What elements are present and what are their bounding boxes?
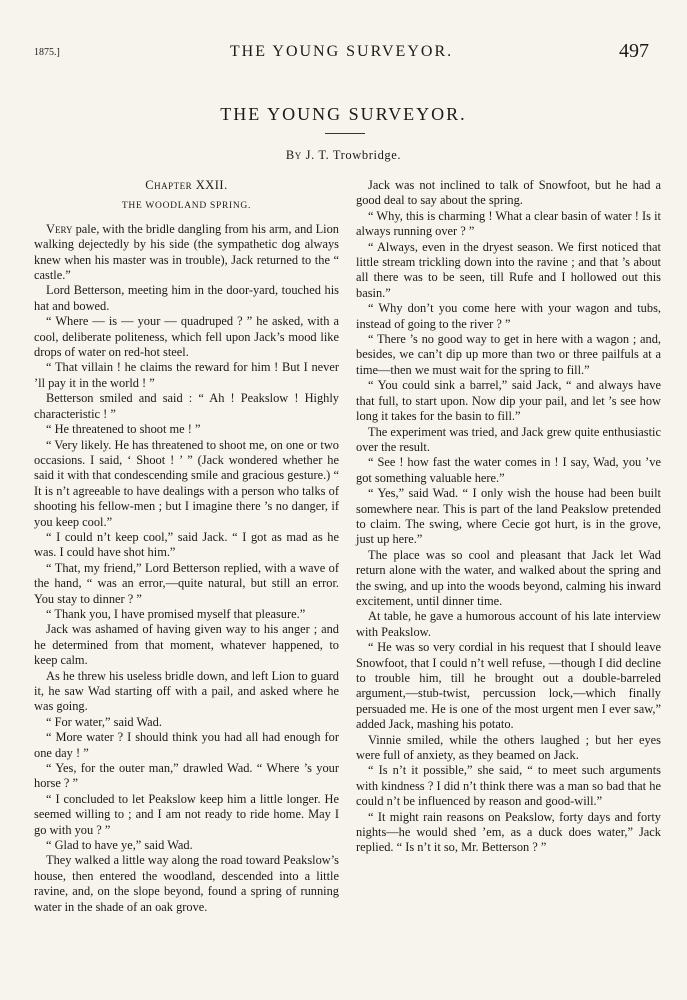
- paragraph-text: pale, with the bridle dangling from his arm, and Lion walking dejectedly by his side (the sympathetic dog always knew when his master was in trouble), Jack returned to the “ castle.”: [34, 221, 339, 283]
- running-head: [34, 40, 649, 64]
- chapter-title: THE WOODLAND SPRING.: [121, 201, 252, 212]
- paragraph-text: “ Yes,” said Wad. “ I only wish the house had been built somewhere near. This is part of the land Peakslow pretended to claim. The swing, where Cecie got hurt, is in the grove, just up here.”: [356, 486, 661, 547]
- paragraph: [356, 209, 661, 240]
- paragraph: [356, 640, 661, 732]
- paragraph-text: “ Glad to have ye,” said Wad.: [46, 838, 193, 853]
- paragraph: [34, 530, 339, 561]
- author-name: J. T. Trowbridge.: [305, 148, 402, 162]
- paragraph: [356, 609, 661, 640]
- paragraph: [34, 761, 339, 792]
- paragraph: [356, 240, 661, 302]
- paragraph-text: “ Why, this is charming ! What a clear basin of water ! Is it always running over ? ”: [356, 208, 661, 239]
- paragraph-text: “ Is n’t it possible,” she said, “ to meet such arguments with kindness ? I did n’t think there was a man so bad that he could n’t be influenced by reason and good-will.”: [356, 763, 661, 809]
- paragraph-text: “ Where — is — your — quadruped ? ” he asked, with a cool, deliberate politeness, which fell upon Jack’s mood like drops of water on red-hot steel.: [34, 314, 339, 360]
- paragraph-text: As he threw his useless bridle down, and left Lion to guard it, he saw Wad starting off with a pail, and asked where he was going.: [34, 668, 339, 714]
- paragraph-text: The experiment was tried, and Jack grew quite enthusiastic over the result.: [356, 424, 661, 454]
- paragraph: [356, 332, 661, 378]
- paragraph: [356, 455, 661, 486]
- paragraph: [356, 733, 661, 764]
- paragraph: [356, 548, 661, 610]
- paragraph: [34, 715, 339, 730]
- paragraph-text: “ Always, even in the dryest season. We first noticed that little stream trickling down into the ravine ; and that ’s about all there was to be seen, till Rufe and I hollowed out this basin.”: [356, 239, 661, 300]
- paragraph-text: “ It might rain reasons on Peakslow, forty days and forty nights—he would shed ’em, as a duck does water,” Jack replied. “ Is n’t it so, Mr. Betterson ? ”: [356, 809, 661, 855]
- paragraph: [34, 561, 339, 607]
- left-column-text: [34, 222, 339, 915]
- paragraph-text: “ You could sink a barrel,” said Jack, “ and always have that full, to start upon. Now dip your pail, and let ’s see how long it takes for the basin to fill.”: [356, 378, 661, 424]
- paragraph: [356, 810, 661, 856]
- paragraph: [34, 607, 339, 622]
- running-head-title: THE YOUNG SURVEYOR.: [229, 43, 454, 60]
- paragraph-text: “ Thank you, I have promised myself that pleasure.”: [46, 606, 306, 621]
- paragraph-text: “ There ’s no good way to get in here with a wagon ; and, besides, we can’t dip up more than two or three pailfuls at a time—then we must wait for the spring to fill.”: [356, 332, 661, 377]
- paragraph: [356, 763, 661, 809]
- paragraph: [34, 853, 339, 915]
- paragraph: [356, 301, 661, 332]
- paragraph: [34, 669, 339, 715]
- title-divider: [325, 133, 365, 134]
- left-column: [34, 178, 339, 915]
- page-number: 497: [619, 40, 649, 62]
- right-column-text: [356, 178, 661, 856]
- paragraph: [34, 438, 339, 530]
- paragraph: [356, 178, 661, 209]
- chapter-heading: Chapter XXII.: [145, 178, 228, 192]
- paragraph-text: “ I could n’t keep cool,” said Jack. “ I got as mad as he was. I could have shot him.”: [34, 529, 339, 560]
- paragraph-text: “ More water ? I should think you had all had enough for one day ! ”: [34, 730, 339, 760]
- paragraph-text: Lord Betterson, meeting him in the door-yard, touched his hat and bowed.: [34, 283, 339, 313]
- paragraph-text: “ He threatened to shoot me ! ”: [46, 422, 201, 437]
- paragraph-text: “ For water,” said Wad.: [46, 714, 162, 729]
- paragraph-text: “ Why don’t you come here with your wagon and tubs, instead of going to the river ? ”: [356, 301, 661, 331]
- paragraph: [34, 622, 339, 668]
- paragraph-text: “ I concluded to let Peakslow keep him a little longer. He seemed willing to ; and I am not ready to ride home. May I go with you ? ”: [34, 791, 339, 837]
- paragraph: [34, 314, 339, 360]
- byline-prefix: By: [285, 148, 302, 162]
- paragraph: [34, 360, 339, 391]
- paragraph-text: “ That villain ! he claims the reward for him ! But I never ’ll pay it in the world ! ”: [34, 360, 339, 390]
- byline: [0, 148, 687, 163]
- paragraph: [356, 486, 661, 548]
- paragraph-text: “ Very likely. He has threatened to shoot me, on one or two occasions. I said, ‘ Shoot ! ’ ” (Jack wondered whether he said it with that condescending smile and gracious gesture.) “ It is n’t agreeable to have dealings with a person who talks of shooting his fellow-men ; but I imagine there ’s no danger, if you keep cool.”: [34, 437, 339, 529]
- right-column: [356, 178, 661, 856]
- paragraph-text: They walked a little way along the road toward Peakslow’s house, then entered the woodland, descended into a little ravine, and, on the slope beyond, found a spring of running water in the shade of an oak grove.: [34, 853, 339, 914]
- paragraph-text: “ He was so very cordial in his request that I should leave Snowfoot, that I could n’t well refuse, —though I did decline to trouble him, till he brought out a double-barreled argument,—stub-twist, percussion lock,—which finally persuaded me. He is one of the most urgent men I ever saw,” added Jack, mashing his potato.: [356, 640, 661, 732]
- paragraph-text: The place was so cool and pleasant that Jack let Wad return alone with the water, and walked about the spring and the swing, and up into the woods beyond, calming his inward excitement, until dinner time.: [356, 547, 661, 608]
- paragraph: [34, 391, 339, 422]
- paragraph-text: “ That, my friend,” Lord Betterson replied, with a wave of the hand, “ was an error,—quite natural, but still an error. You stay to dinner ? ”: [34, 560, 339, 606]
- paragraph-text: Betterson smiled and said : “ Ah ! Peakslow ! Highly characteristic ! ”: [34, 391, 339, 421]
- paragraph: [356, 378, 661, 424]
- paragraph: [34, 422, 339, 437]
- paragraph: [34, 838, 339, 853]
- paragraph-lead-word: Very: [46, 221, 73, 236]
- paragraph: [34, 730, 339, 761]
- paragraph: [34, 792, 339, 838]
- paragraph-text: Jack was not inclined to talk of Snowfoot, but he had a good deal to say about the spring.: [356, 178, 661, 208]
- running-head-year: 1875.]: [34, 47, 60, 58]
- paragraph: [34, 283, 339, 314]
- paragraph-text: “ Yes, for the outer man,” drawled Wad. “ Where ’s your horse ? ”: [34, 761, 339, 791]
- paragraph-text: “ See ! how fast the water comes in ! I say, Wad, you ’ve got something valuable here.”: [356, 455, 661, 485]
- paragraph-text: At table, he gave a humorous account of his late interview with Peakslow.: [356, 609, 661, 639]
- paragraph-text: Vinnie smiled, while the others laughed ; but her eyes were full of anxiety, as they beamed on Jack.: [356, 732, 661, 763]
- article-title: THE YOUNG SURVEYOR.: [220, 104, 467, 124]
- paragraph: [34, 222, 339, 284]
- paragraph-text: Jack was ashamed of having given way to his anger ; and he determined from that moment, whatever happened, to keep calm.: [34, 622, 339, 668]
- paragraph: [356, 425, 661, 456]
